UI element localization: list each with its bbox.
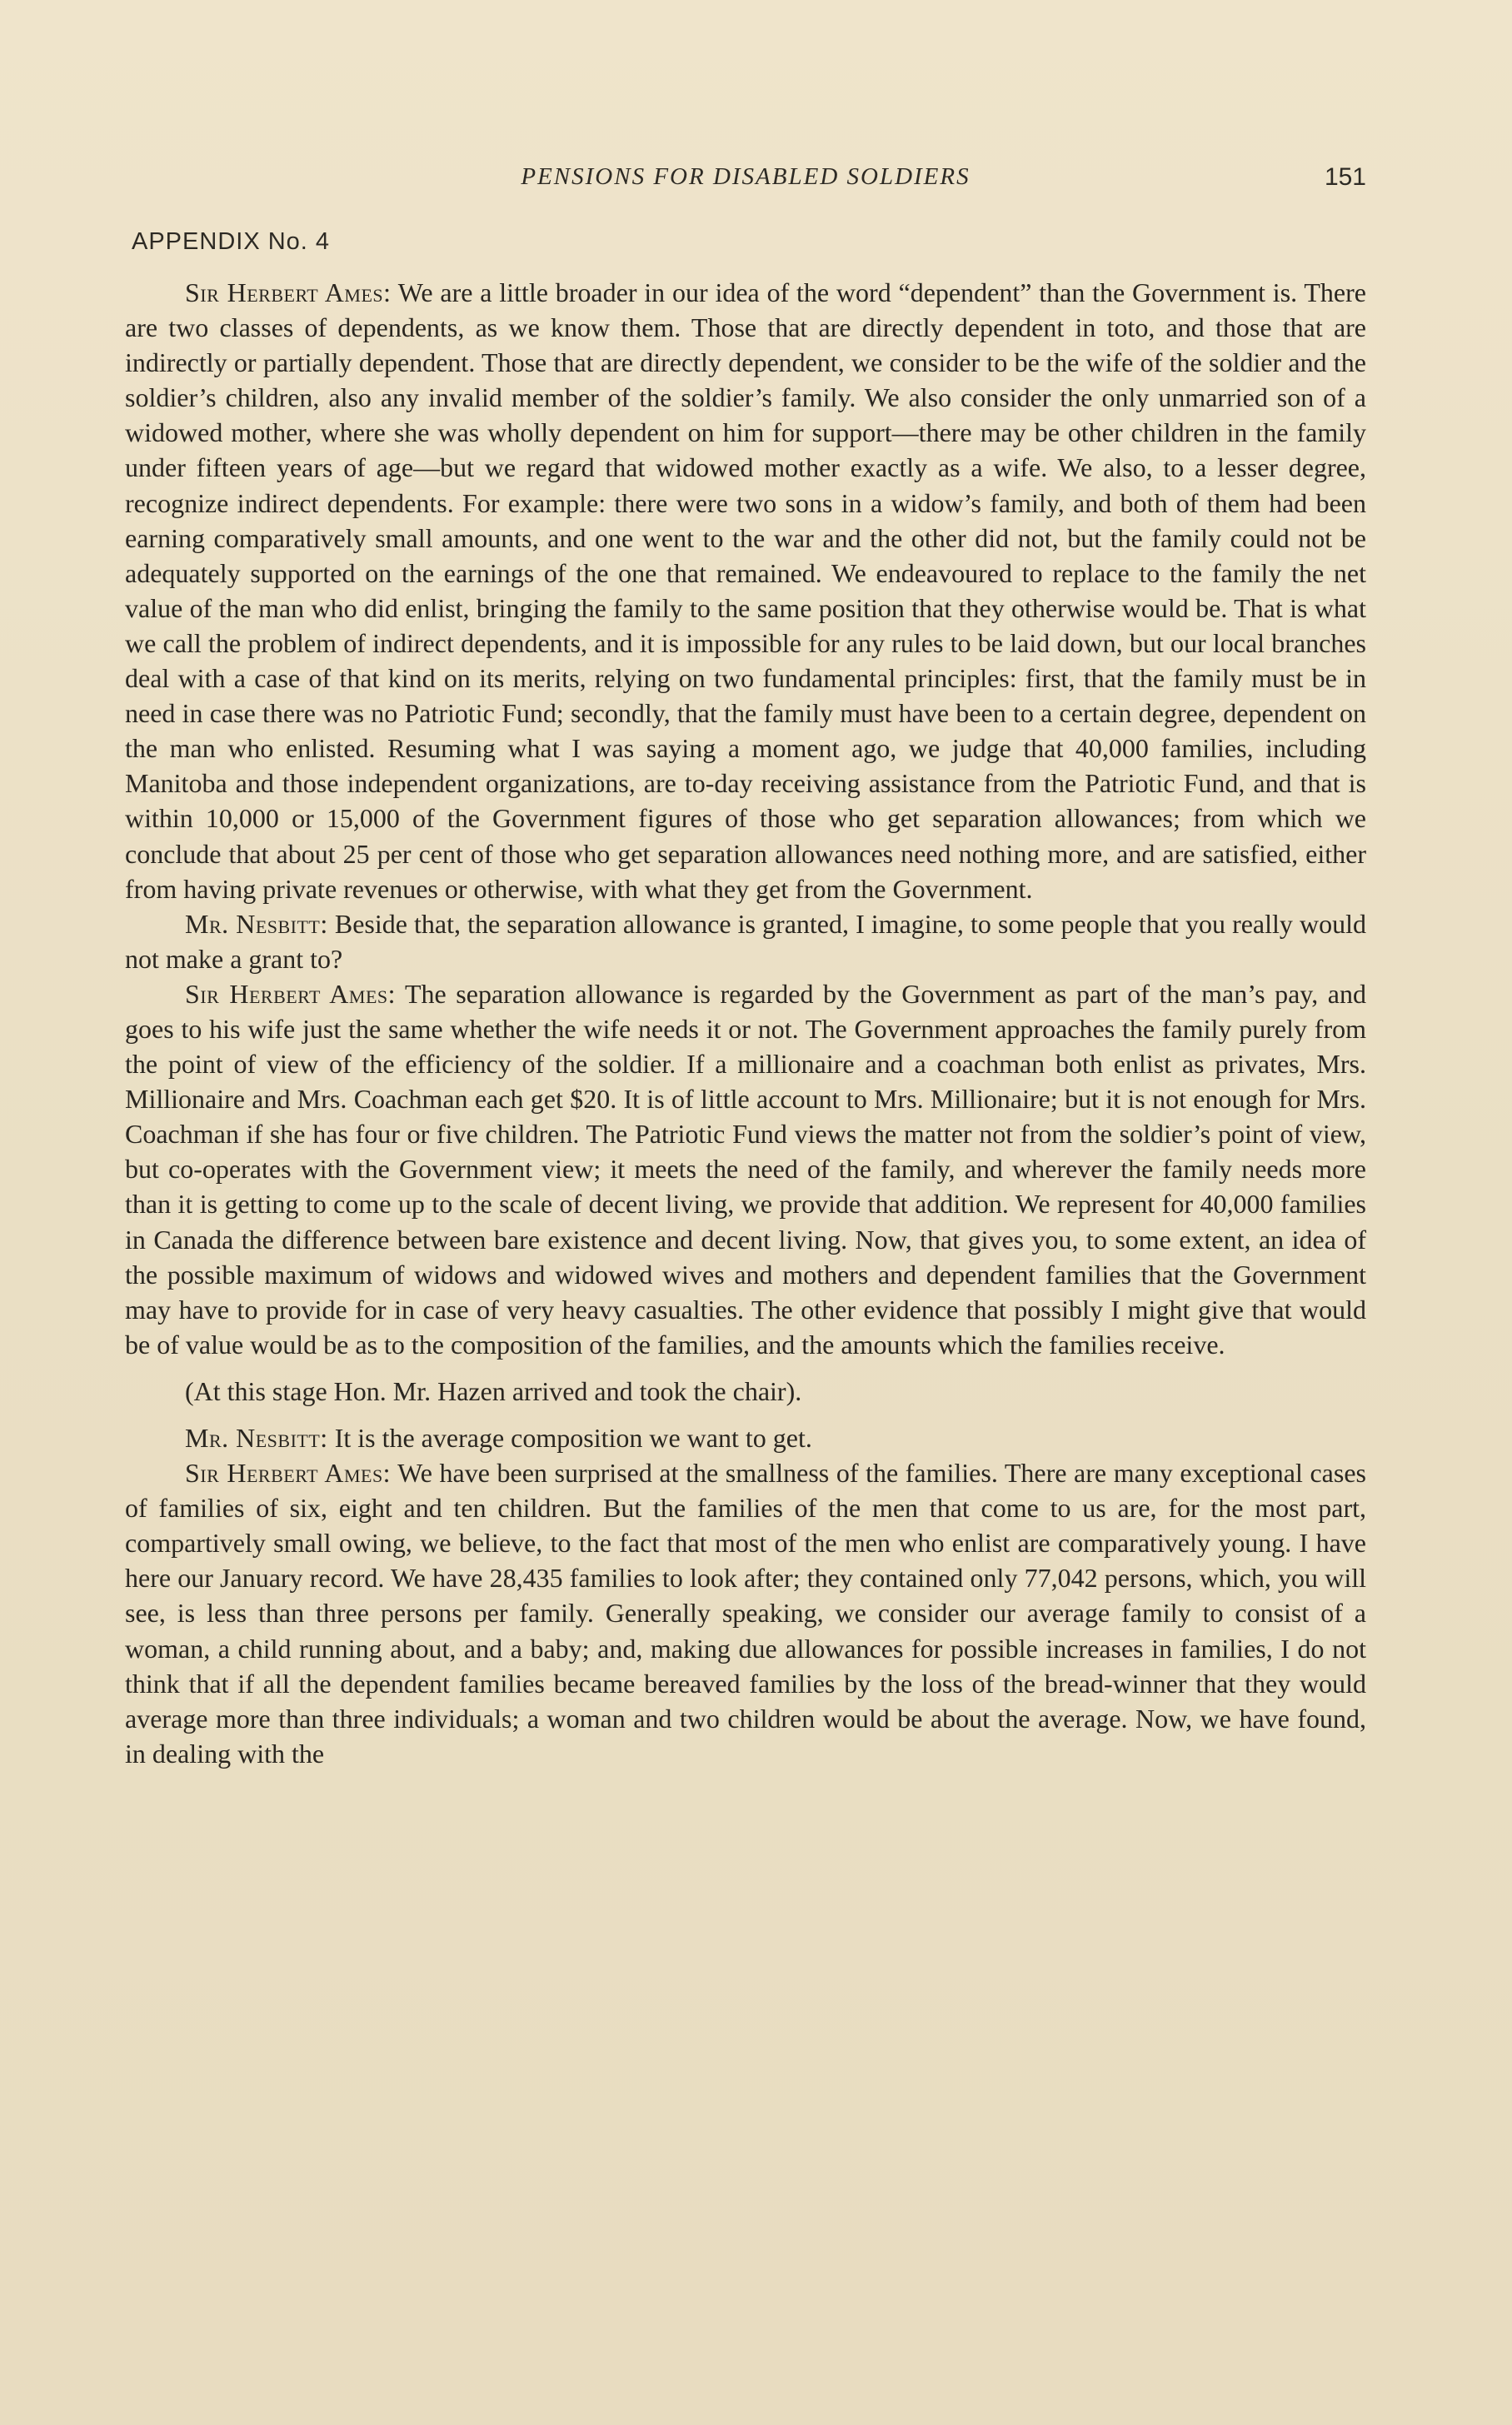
appendix-label: APPENDIX No. 4 <box>132 228 331 255</box>
page-number: 151 <box>1324 163 1366 191</box>
paragraph <box>125 1455 1366 1771</box>
speaker-name: Mr. Nesbitt: <box>185 908 328 939</box>
speaker-name: Sir Herbert Ames: <box>185 277 392 307</box>
speaker-name: Mr. Nesbitt: <box>185 1423 328 1453</box>
paragraph-text: Beside that, the separation allowance is granted, I imagine, to some people that you really would not make a grant to? <box>125 908 1366 974</box>
speaker-name: Sir Herbert Ames: <box>185 1458 392 1489</box>
paragraph-text: The separation allowance is regarded by the Government as part of the man’s pay, and goes to his wife just the same whether the wife needs it or not. The Government approaches the family purely from the point of view of the efficiency of the soldier. If a millionaire and a coachman both enlist as privates, Mrs. Millionaire and Mrs. Coachman each get $20. It is of little account to Mrs. Millionaire; but it is not enough for Mrs. Coachman if she has four or five children. The Patriotic Fund views the matter not from the soldier’s point of view, but co-operates with the Government view; it meets the need of the family, and wherever the family needs more than it is getting to come up to the scale of decent living, we provide that addition. We represent for 40,000 families in Canada the difference between bare existence and decent living. Now, that gives you, to some extent, an idea of the possible maximum of widows and widowed wives and mothers and dependent families that the Government may have to provide for in case of very heavy casualties. The other evidence that possibly I might give that would be of value would be as to the composition of the families, and the amounts which the families receive. <box>125 978 1366 1360</box>
paragraph <box>125 906 1366 976</box>
paragraph-text: We are a little broader in our idea of the word “dependent” than the Government is. There are two classes of dependents, as we know them. Those that are directly dependent in toto, and those that are indirectly or partially dependent. Those that are directly dependent, we consider to be the wife of the soldier and the soldier’s children, also any invalid member of the soldier’s family. We also consider the only unmarried son of a widowed mother, where she was wholly dependent on him for support—there may be other children in the family under fifteen years of age—but we regard that widowed mother exactly as a wife. We also, to a lesser degree, recognize indirect dependents. For example: there were two sons in a widow’s family, and both of them had been earning comparatively small amounts, and one went to the war and the other did not, but the family could not be adequately supported on the earnings of the one that remained. We endeavoured to replace to the family the net value of the man who did enlist, bringing the family to the same position that they otherwise would be. That is what we call the problem of indirect dependents, and it is impossible for any rules to be laid down, but our local branches deal with a case of that kind on its merits, relying on two fundamental principles: first, that the family must be in need in case there was no Patriotic Fund; secondly, that the family must have been to a certain degree, dependent on the man who enlisted. Resuming what I was saying a moment ago, we judge that 40,000 families, including Manitoba and those independent organizations, are to-day receiving assistance from the Patriotic Fund, and that is within 10,000 or 15,000 of the Government figures of those who get separation allowances; from which we conclude that about 25 per cent of those who get separation allowances need nothing more, and are satisfied, either from having private revenues or otherwise, with what they get from the Government. <box>125 277 1366 904</box>
paragraph <box>125 1420 1366 1455</box>
stage-direction: (At this stage Hon. Mr. Hazen arrived and took the chair). <box>185 1375 802 1406</box>
paragraph-text: We have been surprised at the smallness of the families. There are many exceptional cases of families of six, eight and ten children. But the families of the men that come to us are, for the most part, compartively small owing, we believe, to the fact that most of the men who enlist are comparatively young. I have here our January record. We have 28,435 families to look after; they contained only 77,042 persons, which, you will see, is less than three persons per family. Generally speaking, we consider our average family to consist of a woman, a child running about, and a baby; and, making due allowances for possible increases in families, I do not think that if all the dependent families became bereaved families by the loss of the bread-winner that they would average more than three individuals; a woman and two children would be about the average. Now, we have found, in dealing with the <box>125 1458 1366 1769</box>
running-title: PENSIONS FOR DISABLED SOLDIERS <box>521 163 971 190</box>
paragraph <box>125 275 1366 906</box>
body-text <box>125 275 1366 1771</box>
page-header <box>125 163 1366 203</box>
speaker-name: Sir Herbert Ames: <box>185 978 397 1009</box>
paragraph-text: It is the average composition we want to get. <box>327 1423 812 1453</box>
paragraph <box>125 976 1366 1362</box>
